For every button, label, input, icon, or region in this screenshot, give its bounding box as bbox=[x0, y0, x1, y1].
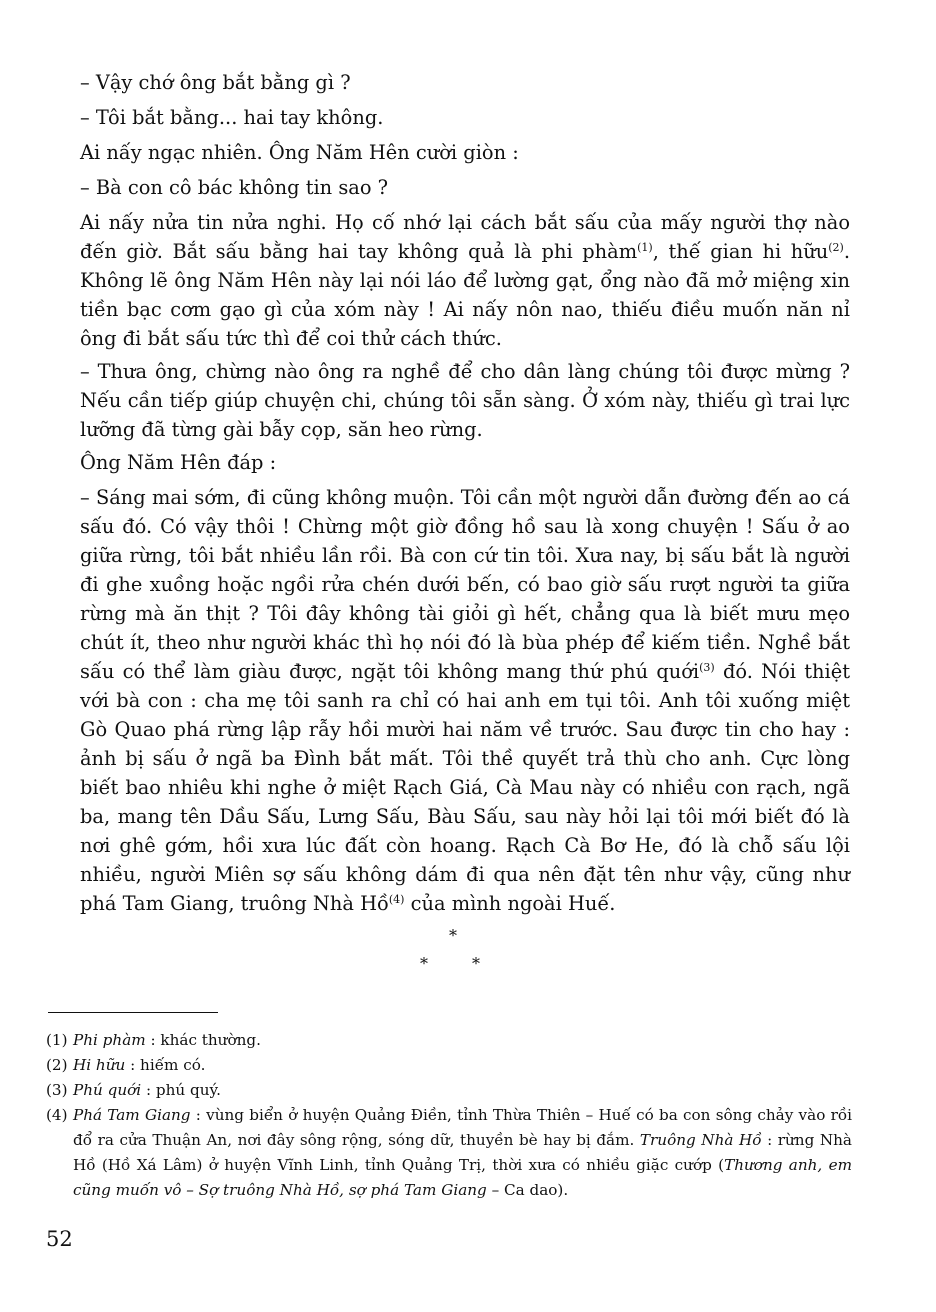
dialogue-line: – Bà con cô bác không tin sao ? bbox=[80, 176, 389, 199]
dialogue-paragraph: – Sáng mai sớm, đi cũng không muộn. Tôi cần một người dẫn đường đến ao cá sấu đó. Có vậy thôi ! Chừng một giờ đồng hồ sau là xong chuyện ! Sấu ở ao giữa rừng, tôi bắt nhiều lần rồi. Bà con cứ tin tôi. Xưa nay, bị sấu bắt là người đi ghe xuồng hoặc ngồi rửa chén dưới bến, có bao giờ sấu rượt người ta giữa rừng mà ăn thịt ? Tôi đây không tài giỏi gì hết, chẳng qua là biết mưu mẹo chút ít, theo như người khác thì họ nói đó là bùa phép để kiếm tiền. Nghề bắt sấu có thể làm giàu được, ngặt tôi không mang thứ phú quới$^{(3)}$ đó. Nói thiệt với bà con : cha mẹ tôi sanh ra chỉ có hai anh em tụi tôi. Anh tôi xuống miệt Gò Quao phá rừng lập rẫy hồi mười hai năm về trước. Sau được tin cho hay : ảnh bị sấu ở ngã ba Đình bắt mất. Tôi thề quyết trả thù cho anh. Cực lòng biết bao nhiêu khi nghe ở miệt Rạch Giá, Cà Mau này có nhiều con rạch, ngã ba, mang tên Dầu Sấu, Lưng Sấu, Bàu Sấu, sau này hỏi lại tôi mới biết đó là nơi ghê gớm, hồi xưa lúc đất còn hoang. Rạch Cà Bơ He, đó là chỗ sấu lội nhiều, người Miên sợ sấu không dám đi qua nên đặt tên như vậy, cũng như phá Tam Giang, truông Nhà Hồ$^{(4)}$ của mình ngoài Huế. bbox=[80, 486, 850, 915]
footnote-2: (2) Hi hữu : hiếm có. bbox=[46, 1056, 206, 1074]
dialogue-line: – Tôi bắt bằng... hai tay không. bbox=[80, 106, 384, 129]
page-number: 52 bbox=[46, 1227, 73, 1251]
footnote-ref-2: (2) bbox=[828, 241, 844, 254]
separator-star: * bbox=[420, 954, 428, 973]
body-text bbox=[80, 68, 850, 922]
footnote-rule bbox=[48, 1012, 218, 1013]
footnote-3: (3) Phú quới : phú quý. bbox=[46, 1081, 221, 1099]
narration-paragraph: Ai nấy nửa tin nửa nghi. Họ cố nhớ lại cách bắt sấu của mấy người thợ nào đến giờ. Bắt sấu bằng hai tay không quả là phi phàm$^{(1)}$, thế gian hi hữu$^{(2)}$. Không lẽ ông Năm Hên này lại nói láo để lường gạt, ổng nào đã mở miệng xin tiền bạc cơm gạo gì của xóm này ! Ai nấy nôn nao, thiếu điều muốn năn nỉ ông đi bắt sấu tức thì để coi thử cách thức. bbox=[80, 211, 850, 350]
dialogue-line: – Vậy chớ ông bắt bằng gì ? bbox=[80, 71, 351, 94]
footnotes bbox=[46, 1028, 852, 1203]
footnote-4: (4) Phá Tam Giang : vùng biển ở huyện Quảng Điền, tỉnh Thừa Thiên – Huế có ba con sông chảy vào rồi đổ ra cửa Thuận An, nơi đây sông rộng, sóng dữ, thuyền bè hay bị đắm. Truông Nhà Hồ : rừng Nhà Hồ (Hồ Xá Lâm) ở huyện Vĩnh Linh, tỉnh Quảng Trị, thời xưa có nhiều giặc cướp (Thương anh, em cũng muốn vô – Sợ truông Nhà Hồ, sợ phá Tam Giang – Ca dao). bbox=[46, 1106, 852, 1199]
section-separator-top: * bbox=[449, 926, 457, 945]
footnote-ref-3: (3) bbox=[699, 661, 715, 674]
footnote-ref-1: (1) bbox=[637, 241, 653, 254]
separator-star: * bbox=[472, 954, 480, 973]
narration-line: Ông Năm Hên đáp : bbox=[80, 451, 277, 474]
footnote-ref-4: (4) bbox=[388, 893, 405, 906]
footnote-1: (1) Phi phàm : khác thường. bbox=[46, 1031, 261, 1049]
section-separator-bottom bbox=[420, 954, 480, 973]
dialogue-paragraph: – Thưa ông, chừng nào ông ra nghề để cho dân làng chúng tôi được mừng ? Nếu cần tiếp giúp chuyện chi, chúng tôi sẵn sàng. Ở xóm này, thiếu gì trai lực lưỡng đã từng gài bẫy cọp, săn heo rừng. bbox=[80, 360, 850, 441]
narration-line: Ai nấy ngạc nhiên. Ông Năm Hên cười giòn : bbox=[80, 141, 519, 164]
